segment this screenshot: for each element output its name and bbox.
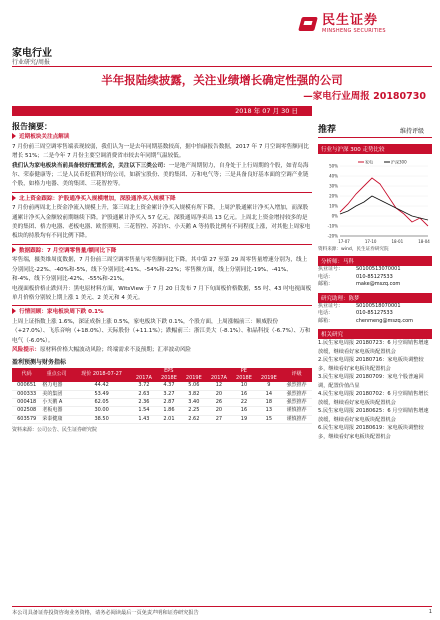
section-head: 行情回顾：家电板块周下跌 0.1% [19, 309, 104, 316]
section-text: 一是地产周期韧力，自身处于上行周期的个股，如青岛海尔、荣泰健康等；二是人民币贬值利好的公司，如新宝股份、美的集团、万和电气等；三是具备良好基本面的空调产业链个股，如格力电器、美的集团、三花智控等。 [12, 162, 309, 188]
th-eps: EPS [131, 368, 206, 375]
trend-chart-svg [318, 156, 432, 246]
x-tick-label: 18-01 [391, 239, 404, 244]
table-row [12, 390, 312, 398]
page-number: 1 [428, 609, 432, 615]
legend-label: 沪深300 [391, 159, 407, 165]
risk-label: 风险提示： [12, 346, 40, 353]
email-link[interactable]: make@mszq.com [356, 281, 401, 287]
analyst-2-row [318, 318, 432, 326]
divider [12, 192, 312, 193]
table-cell: 002508 [12, 407, 41, 415]
table-row [12, 407, 312, 415]
email-link[interactable]: chenmeng@mszq.com [356, 317, 413, 324]
table-cell: 3.72 [131, 382, 156, 390]
related-head: 相关研究 [318, 329, 432, 339]
table-cell: 2.01 [157, 415, 182, 423]
section-text: 电视面板价格止跌回升：黑电原材料方面，WitsView 于 7 月 20 日发布 7 月下旬面板价格数据，55 吋、43 吋电视面板单月价格分别较上期上涨 1 美元、2 美元和 4 美元。 [12, 285, 312, 301]
th-eps-2019: 2019E [181, 375, 206, 382]
table-cell: 14 [256, 390, 281, 398]
section-northbound [12, 195, 312, 242]
arrow-icon [12, 195, 16, 201]
divider [12, 305, 312, 306]
x-tick-label: 18-04 [418, 239, 430, 244]
label: 电话： [318, 310, 334, 316]
table-cell: 603579 [12, 415, 41, 423]
table-cell: 15 [256, 415, 281, 423]
section-bold: 我们认为家电板块当前具备较好配置机会，关注以下三类公司： [12, 162, 169, 169]
table-cell: 强烈推荐 [281, 390, 312, 398]
y-tick-label: 0% [331, 213, 338, 219]
x-tick-label: 17-10 [364, 239, 377, 244]
y-tick-label: 40% [329, 173, 338, 179]
risk-text: 原材料价格大幅波动风险；终端需求不及预期；汇率波动风险 [39, 346, 192, 353]
y-tick-label: 50% [329, 163, 338, 169]
legend-label: 家电 [365, 159, 373, 165]
th-eps-2018: 2018E [157, 375, 182, 382]
table-cell: 18 [256, 398, 281, 406]
footer [12, 606, 432, 616]
analyst-1-row [318, 274, 432, 282]
th-rating: 评级 [281, 368, 312, 383]
analyst-1-row [318, 266, 432, 274]
table-row [12, 415, 312, 423]
chart-source: 资料来源：wind，民生证券研究院 [318, 247, 389, 252]
table-cell: 62.05 [72, 398, 131, 406]
footer-disclaimer: 本公司具备证券投资咨询业务资格，请务必阅读最后一页免责声明和证券研究报告 [12, 610, 199, 616]
related-item[interactable]: 4.民生家电周报 20180702：6 月空调销售增长放缓，继续看好家电板块配置机会 [318, 391, 429, 406]
section-text: 7 月份前两周北上资金净流入规模上升，第三周北上资金累计净买入规模有所下降，上周沪股通累计净买入增加，而深股通累计净买入金额较前期继续下降。沪股通累计净买入 57 亿元，深股通周净卖出 13 亿元。上周北上资金增持较多的是美的集团、格力电器、老板电器、欧普照明、三花智控、苏泊尔、小天鹅 A 等持股比例有不同程度上涨，对其他上周家电板块的持股均有不同比例下降。 [12, 205, 311, 240]
label: 电话： [318, 273, 334, 280]
table-cell: 9 [256, 382, 281, 390]
th-code: 代码 [12, 368, 41, 383]
table-cell: 20 [206, 390, 231, 398]
section-market [12, 308, 312, 346]
summary-heading: 报告摘要： [12, 122, 52, 131]
section-text: 上周上证指数上涨 1.6%，深证成指上涨 0.5%，家电板块下跌 0.1%，个股方面，上周涨幅前三：顺威股份（+27.0%）、飞乐音响（+18.0%）、天际股份（+11.1%）；跌幅前三：浙江美大（-8.1%）、和晶科技（-6.7%）、万和电气（-6.0%）。 [12, 318, 311, 344]
brand-cn: 民生证券 [322, 13, 379, 28]
table-cell: 26 [206, 398, 231, 406]
report-title: 半年报陆续披露，关注业绩增长确定性强的公司 [101, 73, 343, 87]
table-cell: 000651 [12, 382, 41, 390]
industry-label: 家电行业 [12, 48, 52, 59]
table-cell: 20 [206, 407, 231, 415]
table-cell: 强烈推荐 [281, 398, 312, 406]
report-date: 2018 年 07 月 30 日 [12, 106, 312, 116]
table-cell: 格力电器 [41, 382, 72, 390]
analyst-2-row [318, 310, 432, 318]
table-cell: 荣泰健康 [41, 415, 72, 423]
th-pe: PE [206, 368, 281, 375]
label: 执业证号： [318, 266, 344, 272]
report-subtitle: —家电行业周报 20180730 [303, 91, 426, 102]
table-cell: 2.87 [157, 398, 182, 406]
label: 邮箱： [318, 317, 334, 324]
section-head: 近期板块关注点解读 [19, 134, 70, 141]
table-cell: 16 [232, 390, 257, 398]
th-pe-2018: 2018E [232, 375, 257, 382]
table-cell: 强烈推荐 [281, 382, 312, 390]
sidebar [318, 122, 432, 441]
y-tick-label: 20% [329, 193, 338, 199]
divider [12, 244, 312, 245]
table-cell: 44.42 [72, 382, 131, 390]
section-head: 北上资金跟踪：沪股通净买入规模增加，深股通净买入规模下降 [19, 195, 176, 202]
analyst-2-head: 研究助理：陈梦 [318, 293, 432, 303]
analyst-1-row [318, 281, 432, 289]
table-cell: 30.00 [72, 407, 131, 415]
brand-en: MINSHENG SECURITIES [322, 28, 386, 34]
x-tick-label: 17-07 [338, 239, 350, 244]
label: 邮箱： [318, 281, 334, 287]
y-tick-label: 30% [329, 183, 338, 189]
table-cell: 5.06 [181, 382, 206, 390]
table-cell: 谨慎推荐 [281, 407, 312, 415]
minsheng-logo-icon [300, 15, 318, 33]
forecast-table [12, 368, 312, 424]
trend-chart [318, 156, 432, 246]
table-cell: 3.82 [181, 390, 206, 398]
section-data [12, 247, 312, 303]
th-pe-2019: 2019E [256, 375, 281, 382]
value: 010-85127533 [356, 273, 393, 280]
related-item[interactable]: 2.民生家电周报 20180716：家电板块调整较多，继续看好家电板块配置机会 [318, 357, 424, 372]
table-cell: 13 [256, 407, 281, 415]
rating-note: 维持评级 [399, 128, 424, 135]
rating-row [318, 122, 432, 138]
table-cell: 2.62 [181, 415, 206, 423]
section-focus [12, 133, 312, 189]
related-item[interactable]: 3.民生家电周报 20180709：家电个股普遍回调，配置价值凸显 [318, 374, 424, 389]
rating: 推荐 [318, 125, 337, 135]
y-tick-label: 10% [329, 203, 338, 209]
table-cell: 12 [206, 382, 231, 390]
label: 执业证号： [318, 302, 344, 309]
analyst-2-row [318, 303, 432, 311]
table-cell: 4.37 [157, 382, 182, 390]
header-divider [12, 66, 432, 67]
th-company: 重点公司 [41, 368, 72, 383]
related-item[interactable]: 1.民生家电周报 20180723：6 月空调销售增速放缓，继续看好家电板块配置机会 [318, 340, 429, 355]
arrow-icon [12, 247, 16, 253]
table-cell: 000418 [12, 398, 41, 406]
table-cell: 谨慎推荐 [281, 415, 312, 423]
table-row [12, 382, 312, 390]
table-cell: 19 [232, 415, 257, 423]
brand-logo [300, 12, 432, 36]
related-item[interactable]: 5.民生家电周报 20180625：6 月空调销售增速放缓，继续看好家电板块配置机会 [318, 408, 429, 423]
y-tick-label: -10% [327, 223, 338, 229]
y-tick-label: -20% [327, 233, 338, 239]
th-pe-2017: 2017A [206, 375, 231, 382]
table-cell: 53.49 [72, 390, 131, 398]
table-cell: 16 [232, 407, 257, 415]
table-cell: 老板电器 [41, 407, 72, 415]
table-cell: 000333 [12, 390, 41, 398]
related-item[interactable]: 6.民生家电周报 20180619：家电板块调整较多，继续看好家电板块配置机会 [318, 425, 424, 440]
th-price: 现价 2018-07-27 [72, 368, 131, 383]
report-type: 行业研究/周报 [12, 59, 51, 66]
table-cell: 22 [232, 398, 257, 406]
value: S0100518070001 [356, 302, 401, 309]
table-title: 盈利预测与财务指标 [12, 359, 67, 367]
analyst-1-head: 分析师：马科 [318, 256, 432, 266]
table-row [12, 398, 312, 406]
value: 010-85127533 [356, 310, 393, 316]
table-cell: 38.50 [72, 415, 131, 423]
summary-column [12, 122, 312, 435]
table-cell: 1.43 [131, 415, 156, 423]
arrow-icon [12, 308, 16, 314]
section-text: 零售端，摄类维周度数据，7 月份前三周空调零售量与零售额同比下降。其中第 27 至第 29 周零售量增速分别为，线上分别同比-22%、-40%和-5%，线下分别同比-41%、-54%和-22%；零售额方面，线上分别同比-19%、-41%、和-4%，线下分别同比-42%、-55%和-21%。 [12, 257, 308, 283]
table-cell: 2.63 [131, 390, 156, 398]
table-cell: 美的集团 [41, 390, 72, 398]
table-cell: 27 [206, 415, 231, 423]
chart-title: 行业与沪深 300 走势比较 [318, 144, 432, 154]
table-cell: 2.36 [131, 398, 156, 406]
th-eps-2017: 2017A [131, 375, 156, 382]
section-head: 数据跟踪：7 月空调零售量/额同比下降 [19, 247, 117, 254]
table-source: 资料来源：公司公告、民生证券研究院 [12, 426, 98, 433]
table-cell: 2.25 [181, 407, 206, 415]
table-cell: 10 [232, 382, 257, 390]
arrow-icon [12, 133, 16, 139]
table-cell: 小天鹅 A [41, 398, 72, 406]
table-cell: 3.40 [181, 398, 206, 406]
table-cell: 1.86 [157, 407, 182, 415]
series-line-csi300 [340, 196, 428, 220]
table-cell: 1.54 [131, 407, 156, 415]
section-text: 7 月份前三周空调零售端表现较弱，我们认为一是去年同期基数较高，据中怡康报告数据，2017 年 7 月空调零售额同比增长 51%；二是今年 7 月份主要空调消费省市较去年同期气温较低。 [12, 143, 309, 160]
value: S0100513070001 [356, 266, 401, 272]
table-cell: 3.27 [157, 390, 182, 398]
